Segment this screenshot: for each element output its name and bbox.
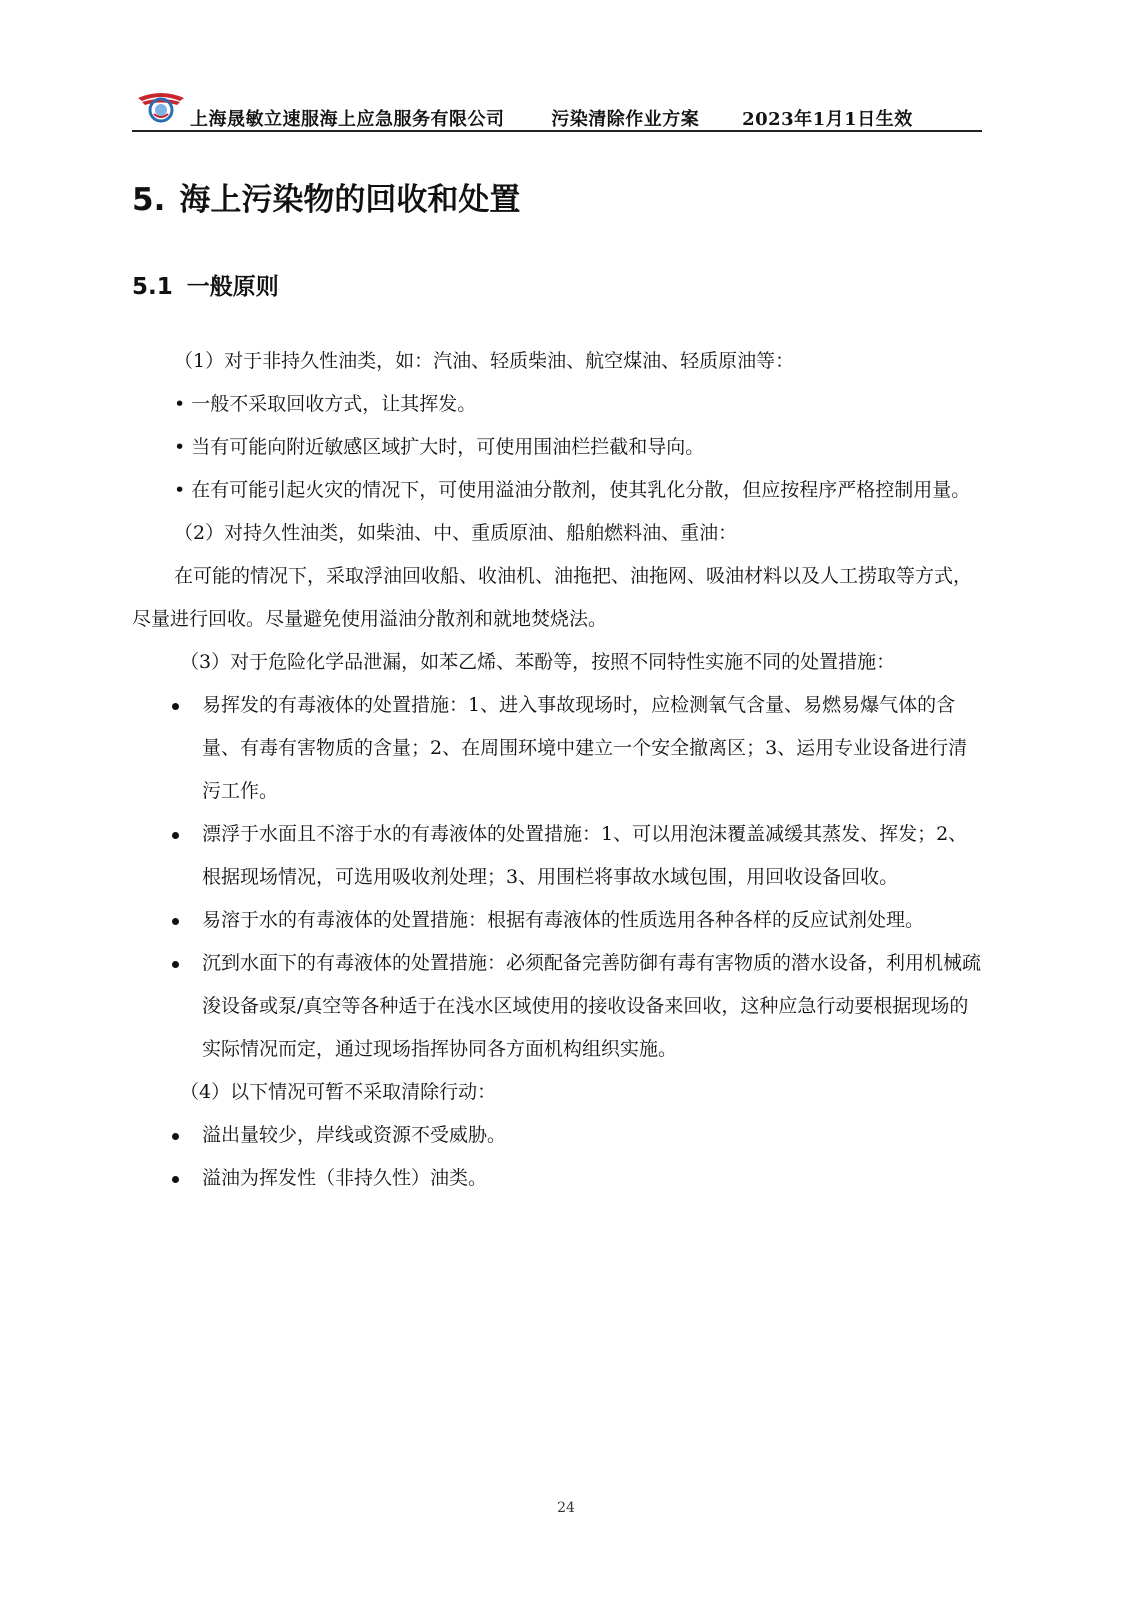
bullet-icon [172, 703, 179, 710]
chapter-title: 海上污染物的回收和处置 [179, 182, 521, 218]
list-item [132, 942, 982, 1071]
header-company: 上海晟敏立速服海上应急服务有限公司 [190, 109, 505, 130]
list-item-text: 溢油为挥发性（非持久性）油类。 [202, 1167, 488, 1189]
list-item [132, 899, 982, 942]
document-body [132, 340, 982, 1200]
chapter-heading [132, 174, 520, 219]
list-item [132, 684, 982, 813]
list-item-text: 易溶于水的有毒液体的处置措施：根据有毒液体的性质选用各种各样的反应试剂处理。 [202, 909, 925, 931]
list-item [132, 813, 982, 899]
bullet-icon [172, 1176, 179, 1183]
list-item-text: 易挥发的有毒液体的处置措施：1、进入事故现场时，应检测氧气含量、易燃易爆气体的含量、有毒有害物质的含量；2、在周围环境中建立一个安全撤离区；3、运用专业设备进行清污工作。 [202, 694, 968, 802]
paragraph-7: （3）对于危险化学品泄漏，如苯乙烯、苯酚等，按照不同特性实施不同的处置措施： [180, 651, 896, 673]
bullet-icon [172, 918, 179, 925]
header-text [190, 105, 913, 131]
bullet-icon [172, 832, 179, 839]
page-number: 24 [557, 1500, 575, 1516]
section-heading [132, 268, 279, 301]
list-item-text: 沉到水面下的有毒液体的处置措施：必须配备完善防御有毒有害物质的潜水设备，利用机械疏浚设备或泵/真空等各种适于在浅水区域使用的接收设备来回收，这种应急行动要根据现场的实际情况而定，通过现场指挥协同各方面机构组织实施。 [202, 952, 982, 1060]
section-number: 5.1 [132, 274, 173, 300]
paragraph-1: （1）对于非持久性油类，如：汽油、轻质柴油、航空煤油、轻质原油等： [174, 350, 795, 372]
list-item [132, 1157, 982, 1200]
bullet-icon [172, 1133, 179, 1140]
list-item-text: 漂浮于水面且不溶于水的有毒液体的处置措施：1、可以用泡沫覆盖减缓其蒸发、挥发；2、根据现场情况，可选用吸收剂处理；3、用围栏将事故水域包围，用回收设备回收。 [202, 823, 968, 888]
header-effective-date: 2023年1月1日生效 [742, 109, 913, 130]
bullet-list-4 [132, 1114, 982, 1200]
list-item [132, 1114, 982, 1157]
paragraph-5: （2）对持久性油类，如柴油、中、重质原油、船舶燃料油、重油： [174, 522, 738, 544]
paragraph-3: • 当有可能向附近敏感区域扩大时，可使用围油栏拦截和导向。 [174, 436, 705, 458]
chapter-number: 5. [132, 182, 166, 218]
paragraph-4: • 在有可能引起火灾的情况下，可使用溢油分散剂，使其乳化分散，但应按程序严格控制用量。 [174, 479, 971, 501]
company-logo-icon [136, 84, 186, 124]
header-doc-title: 污染清除作业方案 [551, 109, 700, 130]
bullet-list-3 [132, 684, 982, 1071]
bullet-icon [172, 961, 179, 968]
list-item-text: 溢出量较少，岸线或资源不受威胁。 [202, 1124, 507, 1146]
section-title: 一般原则 [186, 274, 279, 300]
paragraph-8: （4）以下情况可暂不采取清除行动： [180, 1081, 497, 1103]
paragraph-2: • 一般不采取回收方式，让其挥发。 [174, 393, 477, 415]
page-header [132, 80, 982, 134]
header-rule [132, 130, 982, 132]
paragraph-6: 在可能的情况下，采取浮油回收船、收油机、油拖把、油拖网、吸油材料以及人工捞取等方式，尽量进行回收。尽量避免使用溢油分散剂和就地焚烧法。 [132, 565, 973, 630]
